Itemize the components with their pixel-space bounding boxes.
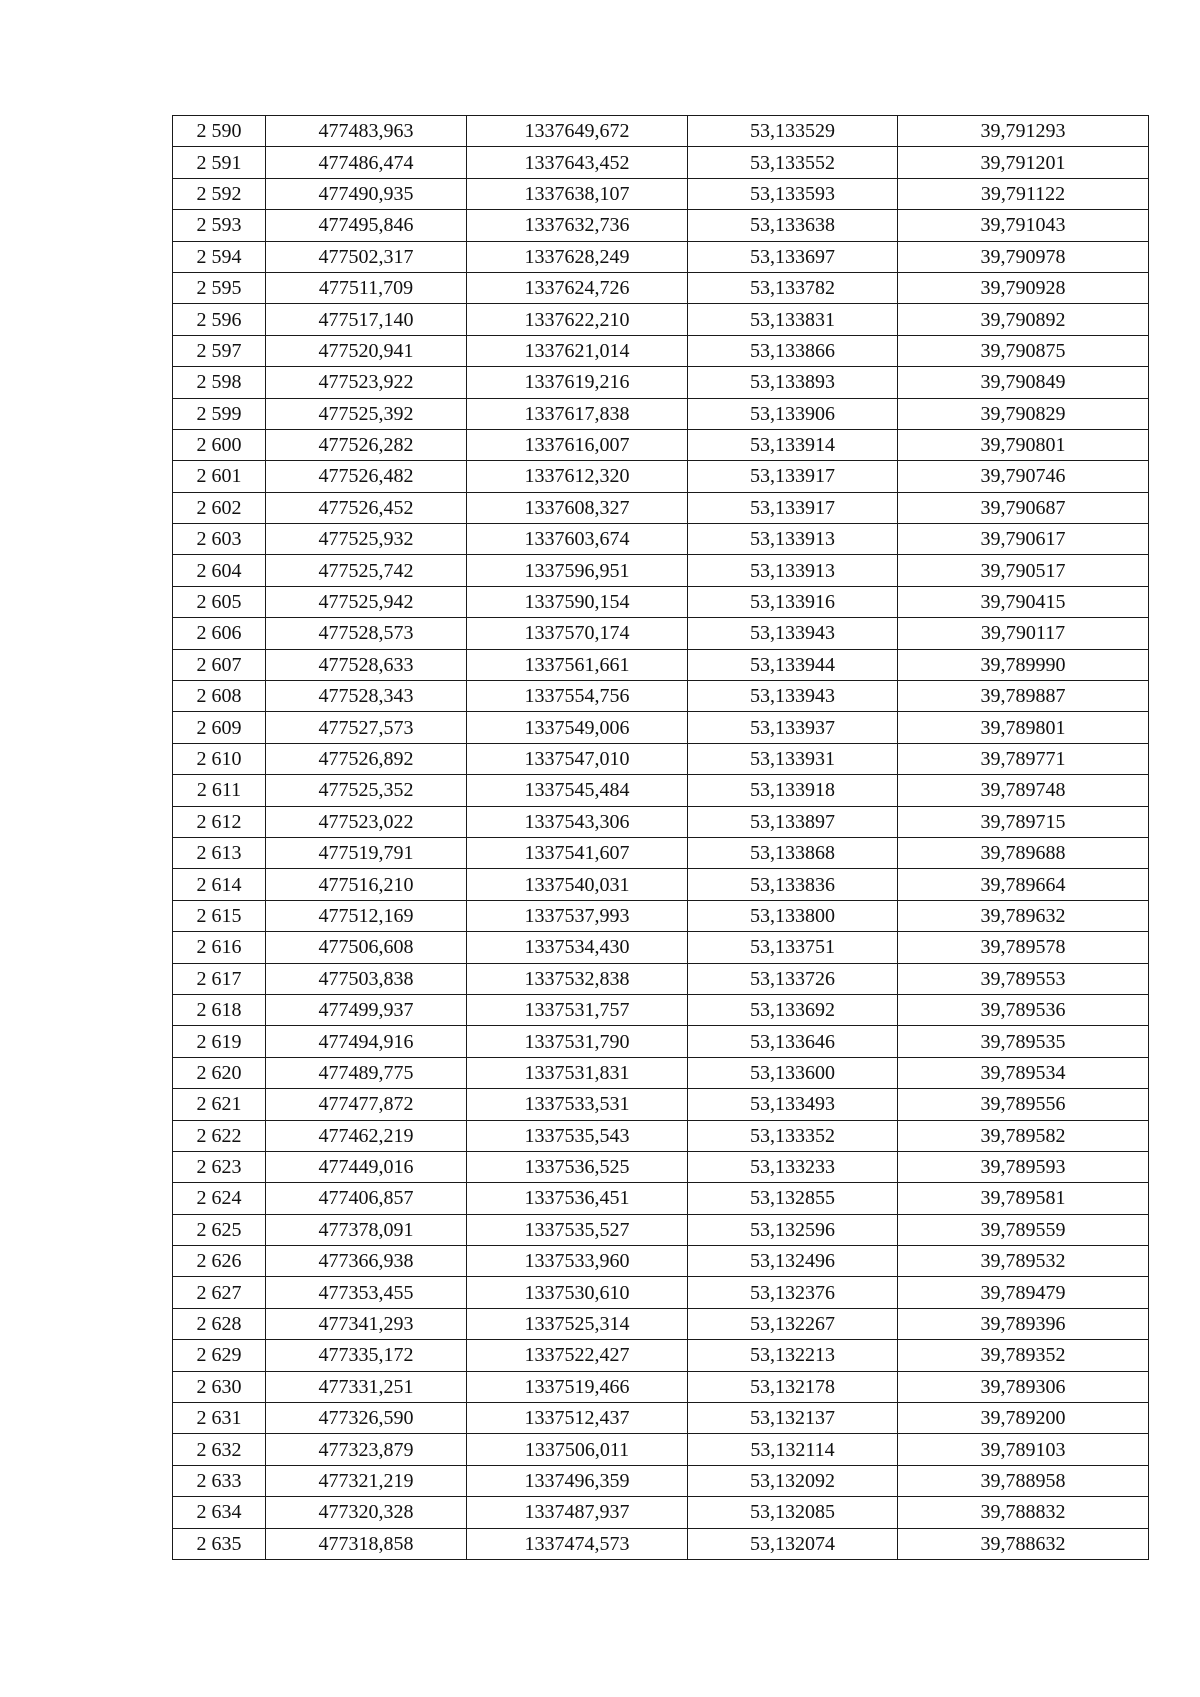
latitude-cell: 53,133893 — [688, 367, 898, 398]
point-number-cell: 2 594 — [173, 241, 266, 272]
x-coordinate-cell: 477490,935 — [266, 178, 467, 209]
longitude-cell: 39,790746 — [898, 461, 1149, 492]
latitude-cell: 53,133913 — [688, 555, 898, 586]
x-coordinate-cell: 477449,016 — [266, 1151, 467, 1182]
latitude-cell: 53,133646 — [688, 1026, 898, 1057]
longitude-cell: 39,790617 — [898, 524, 1149, 555]
latitude-cell: 53,133913 — [688, 524, 898, 555]
x-coordinate-cell: 477516,210 — [266, 869, 467, 900]
table-row — [173, 837, 1149, 868]
table-row — [173, 618, 1149, 649]
x-coordinate-cell: 477462,219 — [266, 1120, 467, 1151]
y-coordinate-cell: 1337619,216 — [467, 367, 688, 398]
y-coordinate-cell: 1337547,010 — [467, 743, 688, 774]
longitude-cell: 39,789536 — [898, 994, 1149, 1025]
latitude-cell: 53,132213 — [688, 1340, 898, 1371]
longitude-cell: 39,790892 — [898, 304, 1149, 335]
latitude-cell: 53,133552 — [688, 147, 898, 178]
table-row — [173, 1183, 1149, 1214]
latitude-cell: 53,133726 — [688, 963, 898, 994]
x-coordinate-cell: 477331,251 — [266, 1371, 467, 1402]
latitude-cell: 53,133800 — [688, 900, 898, 931]
point-number-cell: 2 612 — [173, 806, 266, 837]
x-coordinate-cell: 477528,573 — [266, 618, 467, 649]
y-coordinate-cell: 1337649,672 — [467, 116, 688, 147]
x-coordinate-cell: 477341,293 — [266, 1308, 467, 1339]
table-row — [173, 1277, 1149, 1308]
longitude-cell: 39,789715 — [898, 806, 1149, 837]
x-coordinate-cell: 477499,937 — [266, 994, 467, 1025]
table-row — [173, 1371, 1149, 1402]
x-coordinate-cell: 477483,963 — [266, 116, 467, 147]
y-coordinate-cell: 1337536,525 — [467, 1151, 688, 1182]
x-coordinate-cell: 477323,879 — [266, 1434, 467, 1465]
y-coordinate-cell: 1337624,726 — [467, 272, 688, 303]
point-number-cell: 2 595 — [173, 272, 266, 303]
longitude-cell: 39,791122 — [898, 178, 1149, 209]
latitude-cell: 53,132074 — [688, 1528, 898, 1559]
point-number-cell: 2 593 — [173, 210, 266, 241]
y-coordinate-cell: 1337543,306 — [467, 806, 688, 837]
point-number-cell: 2 626 — [173, 1246, 266, 1277]
x-coordinate-cell: 477511,709 — [266, 272, 467, 303]
table-row — [173, 1214, 1149, 1245]
latitude-cell: 53,133943 — [688, 681, 898, 712]
y-coordinate-cell: 1337621,014 — [467, 335, 688, 366]
table-row — [173, 963, 1149, 994]
point-number-cell: 2 614 — [173, 869, 266, 900]
y-coordinate-cell: 1337540,031 — [467, 869, 688, 900]
latitude-cell: 53,132137 — [688, 1403, 898, 1434]
latitude-cell: 53,133916 — [688, 586, 898, 617]
table-row — [173, 994, 1149, 1025]
longitude-cell: 39,789748 — [898, 775, 1149, 806]
point-number-cell: 2 591 — [173, 147, 266, 178]
table-row — [173, 147, 1149, 178]
point-number-cell: 2 635 — [173, 1528, 266, 1559]
longitude-cell: 39,791293 — [898, 116, 1149, 147]
y-coordinate-cell: 1337535,527 — [467, 1214, 688, 1245]
y-coordinate-cell: 1337534,430 — [467, 932, 688, 963]
table-row — [173, 1465, 1149, 1496]
table-row — [173, 900, 1149, 931]
point-number-cell: 2 608 — [173, 681, 266, 712]
table-row — [173, 712, 1149, 743]
y-coordinate-cell: 1337603,674 — [467, 524, 688, 555]
longitude-cell: 39,789593 — [898, 1151, 1149, 1182]
table-row — [173, 367, 1149, 398]
x-coordinate-cell: 477528,633 — [266, 649, 467, 680]
point-number-cell: 2 622 — [173, 1120, 266, 1151]
point-number-cell: 2 599 — [173, 398, 266, 429]
y-coordinate-cell: 1337525,314 — [467, 1308, 688, 1339]
y-coordinate-cell: 1337638,107 — [467, 178, 688, 209]
x-coordinate-cell: 477525,742 — [266, 555, 467, 586]
x-coordinate-cell: 477525,932 — [266, 524, 467, 555]
point-number-cell: 2 627 — [173, 1277, 266, 1308]
table-row — [173, 1403, 1149, 1434]
longitude-cell: 39,789578 — [898, 932, 1149, 963]
table-row — [173, 116, 1149, 147]
x-coordinate-cell: 477318,858 — [266, 1528, 467, 1559]
table-row — [173, 178, 1149, 209]
x-coordinate-cell: 477519,791 — [266, 837, 467, 868]
table-row — [173, 210, 1149, 241]
point-number-cell: 2 597 — [173, 335, 266, 366]
longitude-cell: 39,790875 — [898, 335, 1149, 366]
table-row — [173, 1151, 1149, 1182]
longitude-cell: 39,789396 — [898, 1308, 1149, 1339]
y-coordinate-cell: 1337628,249 — [467, 241, 688, 272]
longitude-cell: 39,788832 — [898, 1497, 1149, 1528]
longitude-cell: 39,789771 — [898, 743, 1149, 774]
y-coordinate-cell: 1337532,838 — [467, 963, 688, 994]
longitude-cell: 39,790117 — [898, 618, 1149, 649]
x-coordinate-cell: 477517,140 — [266, 304, 467, 335]
point-number-cell: 2 633 — [173, 1465, 266, 1496]
latitude-cell: 53,133782 — [688, 272, 898, 303]
table-row — [173, 1497, 1149, 1528]
longitude-cell: 39,791043 — [898, 210, 1149, 241]
table-row — [173, 1120, 1149, 1151]
point-number-cell: 2 629 — [173, 1340, 266, 1371]
x-coordinate-cell: 477526,482 — [266, 461, 467, 492]
x-coordinate-cell: 477495,846 — [266, 210, 467, 241]
point-number-cell: 2 618 — [173, 994, 266, 1025]
x-coordinate-cell: 477526,282 — [266, 429, 467, 460]
latitude-cell: 53,133233 — [688, 1151, 898, 1182]
x-coordinate-cell: 477326,590 — [266, 1403, 467, 1434]
point-number-cell: 2 590 — [173, 116, 266, 147]
latitude-cell: 53,133600 — [688, 1057, 898, 1088]
y-coordinate-cell: 1337512,437 — [467, 1403, 688, 1434]
latitude-cell: 53,133943 — [688, 618, 898, 649]
table-row — [173, 524, 1149, 555]
x-coordinate-cell: 477528,343 — [266, 681, 467, 712]
latitude-cell: 53,133529 — [688, 116, 898, 147]
latitude-cell: 53,133917 — [688, 461, 898, 492]
x-coordinate-cell: 477503,838 — [266, 963, 467, 994]
point-number-cell: 2 602 — [173, 492, 266, 523]
x-coordinate-cell: 477486,474 — [266, 147, 467, 178]
latitude-cell: 53,133836 — [688, 869, 898, 900]
latitude-cell: 53,133593 — [688, 178, 898, 209]
y-coordinate-cell: 1337616,007 — [467, 429, 688, 460]
point-number-cell: 2 611 — [173, 775, 266, 806]
y-coordinate-cell: 1337561,661 — [467, 649, 688, 680]
table-row — [173, 743, 1149, 774]
point-number-cell: 2 625 — [173, 1214, 266, 1245]
y-coordinate-cell: 1337617,838 — [467, 398, 688, 429]
latitude-cell: 53,132092 — [688, 1465, 898, 1496]
longitude-cell: 39,791201 — [898, 147, 1149, 178]
longitude-cell: 39,790928 — [898, 272, 1149, 303]
x-coordinate-cell: 477353,455 — [266, 1277, 467, 1308]
point-number-cell: 2 623 — [173, 1151, 266, 1182]
y-coordinate-cell: 1337608,327 — [467, 492, 688, 523]
y-coordinate-cell: 1337643,452 — [467, 147, 688, 178]
point-number-cell: 2 624 — [173, 1183, 266, 1214]
longitude-cell: 39,790801 — [898, 429, 1149, 460]
y-coordinate-cell: 1337537,993 — [467, 900, 688, 931]
longitude-cell: 39,789532 — [898, 1246, 1149, 1277]
coordinates-table — [172, 115, 1149, 1560]
table-row — [173, 1528, 1149, 1559]
y-coordinate-cell: 1337533,531 — [467, 1089, 688, 1120]
latitude-cell: 53,133831 — [688, 304, 898, 335]
y-coordinate-cell: 1337612,320 — [467, 461, 688, 492]
latitude-cell: 53,132267 — [688, 1308, 898, 1339]
longitude-cell: 39,790978 — [898, 241, 1149, 272]
table-row — [173, 1057, 1149, 1088]
y-coordinate-cell: 1337536,451 — [467, 1183, 688, 1214]
y-coordinate-cell: 1337531,790 — [467, 1026, 688, 1057]
point-number-cell: 2 632 — [173, 1434, 266, 1465]
y-coordinate-cell: 1337519,466 — [467, 1371, 688, 1402]
y-coordinate-cell: 1337474,573 — [467, 1528, 688, 1559]
y-coordinate-cell: 1337487,937 — [467, 1497, 688, 1528]
latitude-cell: 53,133944 — [688, 649, 898, 680]
table-row — [173, 932, 1149, 963]
longitude-cell: 39,789632 — [898, 900, 1149, 931]
y-coordinate-cell: 1337522,427 — [467, 1340, 688, 1371]
table-row — [173, 1246, 1149, 1277]
table-row — [173, 335, 1149, 366]
y-coordinate-cell: 1337632,736 — [467, 210, 688, 241]
point-number-cell: 2 603 — [173, 524, 266, 555]
point-number-cell: 2 605 — [173, 586, 266, 617]
y-coordinate-cell: 1337530,610 — [467, 1277, 688, 1308]
latitude-cell: 53,133697 — [688, 241, 898, 272]
longitude-cell: 39,790517 — [898, 555, 1149, 586]
table-row — [173, 1340, 1149, 1371]
latitude-cell: 53,133918 — [688, 775, 898, 806]
longitude-cell: 39,789990 — [898, 649, 1149, 680]
x-coordinate-cell: 477523,922 — [266, 367, 467, 398]
longitude-cell: 39,789553 — [898, 963, 1149, 994]
point-number-cell: 2 592 — [173, 178, 266, 209]
longitude-cell: 39,789887 — [898, 681, 1149, 712]
y-coordinate-cell: 1337596,951 — [467, 555, 688, 586]
point-number-cell: 2 596 — [173, 304, 266, 335]
table-row — [173, 1434, 1149, 1465]
point-number-cell: 2 607 — [173, 649, 266, 680]
x-coordinate-cell: 477489,775 — [266, 1057, 467, 1088]
table-row — [173, 681, 1149, 712]
longitude-cell: 39,789688 — [898, 837, 1149, 868]
x-coordinate-cell: 477527,573 — [266, 712, 467, 743]
table-row — [173, 241, 1149, 272]
y-coordinate-cell: 1337535,543 — [467, 1120, 688, 1151]
table-row — [173, 429, 1149, 460]
point-number-cell: 2 621 — [173, 1089, 266, 1120]
x-coordinate-cell: 477494,916 — [266, 1026, 467, 1057]
longitude-cell: 39,789534 — [898, 1057, 1149, 1088]
longitude-cell: 39,789556 — [898, 1089, 1149, 1120]
longitude-cell: 39,790415 — [898, 586, 1149, 617]
table-row — [173, 775, 1149, 806]
longitude-cell: 39,789801 — [898, 712, 1149, 743]
latitude-cell: 53,132085 — [688, 1497, 898, 1528]
table-row — [173, 272, 1149, 303]
table-row — [173, 1089, 1149, 1120]
x-coordinate-cell: 477525,352 — [266, 775, 467, 806]
latitude-cell: 53,133897 — [688, 806, 898, 837]
x-coordinate-cell: 477526,892 — [266, 743, 467, 774]
y-coordinate-cell: 1337570,174 — [467, 618, 688, 649]
longitude-cell: 39,789306 — [898, 1371, 1149, 1402]
latitude-cell: 53,133914 — [688, 429, 898, 460]
x-coordinate-cell: 477523,022 — [266, 806, 467, 837]
latitude-cell: 53,133937 — [688, 712, 898, 743]
y-coordinate-cell: 1337590,154 — [467, 586, 688, 617]
x-coordinate-cell: 477406,857 — [266, 1183, 467, 1214]
table-row — [173, 304, 1149, 335]
table-row — [173, 649, 1149, 680]
latitude-cell: 53,132855 — [688, 1183, 898, 1214]
y-coordinate-cell: 1337506,011 — [467, 1434, 688, 1465]
latitude-cell: 53,133931 — [688, 743, 898, 774]
longitude-cell: 39,789559 — [898, 1214, 1149, 1245]
latitude-cell: 53,133493 — [688, 1089, 898, 1120]
latitude-cell: 53,133868 — [688, 837, 898, 868]
table-row — [173, 555, 1149, 586]
longitude-cell: 39,790829 — [898, 398, 1149, 429]
x-coordinate-cell: 477335,172 — [266, 1340, 467, 1371]
y-coordinate-cell: 1337496,359 — [467, 1465, 688, 1496]
x-coordinate-cell: 477477,872 — [266, 1089, 467, 1120]
latitude-cell: 53,133751 — [688, 932, 898, 963]
y-coordinate-cell: 1337531,757 — [467, 994, 688, 1025]
longitude-cell: 39,790687 — [898, 492, 1149, 523]
x-coordinate-cell: 477512,169 — [266, 900, 467, 931]
table-row — [173, 586, 1149, 617]
point-number-cell: 2 619 — [173, 1026, 266, 1057]
coordinates-table-body — [173, 116, 1149, 1560]
point-number-cell: 2 604 — [173, 555, 266, 586]
longitude-cell: 39,789582 — [898, 1120, 1149, 1151]
point-number-cell: 2 634 — [173, 1497, 266, 1528]
x-coordinate-cell: 477321,219 — [266, 1465, 467, 1496]
x-coordinate-cell: 477525,942 — [266, 586, 467, 617]
y-coordinate-cell: 1337541,607 — [467, 837, 688, 868]
table-row — [173, 806, 1149, 837]
longitude-cell: 39,790849 — [898, 367, 1149, 398]
longitude-cell: 39,789664 — [898, 869, 1149, 900]
x-coordinate-cell: 477320,328 — [266, 1497, 467, 1528]
x-coordinate-cell: 477502,317 — [266, 241, 467, 272]
latitude-cell: 53,133638 — [688, 210, 898, 241]
y-coordinate-cell: 1337622,210 — [467, 304, 688, 335]
point-number-cell: 2 609 — [173, 712, 266, 743]
x-coordinate-cell: 477366,938 — [266, 1246, 467, 1277]
point-number-cell: 2 616 — [173, 932, 266, 963]
y-coordinate-cell: 1337549,006 — [467, 712, 688, 743]
point-number-cell: 2 601 — [173, 461, 266, 492]
latitude-cell: 53,133866 — [688, 335, 898, 366]
longitude-cell: 39,789200 — [898, 1403, 1149, 1434]
latitude-cell: 53,132596 — [688, 1214, 898, 1245]
point-number-cell: 2 617 — [173, 963, 266, 994]
longitude-cell: 39,789535 — [898, 1026, 1149, 1057]
point-number-cell: 2 628 — [173, 1308, 266, 1339]
x-coordinate-cell: 477520,941 — [266, 335, 467, 366]
x-coordinate-cell: 477506,608 — [266, 932, 467, 963]
y-coordinate-cell: 1337533,960 — [467, 1246, 688, 1277]
point-number-cell: 2 631 — [173, 1403, 266, 1434]
table-row — [173, 461, 1149, 492]
x-coordinate-cell: 477526,452 — [266, 492, 467, 523]
longitude-cell: 39,788958 — [898, 1465, 1149, 1496]
longitude-cell: 39,789103 — [898, 1434, 1149, 1465]
latitude-cell: 53,133352 — [688, 1120, 898, 1151]
longitude-cell: 39,789581 — [898, 1183, 1149, 1214]
latitude-cell: 53,133917 — [688, 492, 898, 523]
point-number-cell: 2 610 — [173, 743, 266, 774]
x-coordinate-cell: 477525,392 — [266, 398, 467, 429]
point-number-cell: 2 630 — [173, 1371, 266, 1402]
table-row — [173, 492, 1149, 523]
table-row — [173, 398, 1149, 429]
latitude-cell: 53,132376 — [688, 1277, 898, 1308]
table-row — [173, 1026, 1149, 1057]
table-row — [173, 869, 1149, 900]
x-coordinate-cell: 477378,091 — [266, 1214, 467, 1245]
point-number-cell: 2 620 — [173, 1057, 266, 1088]
point-number-cell: 2 613 — [173, 837, 266, 868]
table-row — [173, 1308, 1149, 1339]
y-coordinate-cell: 1337545,484 — [467, 775, 688, 806]
latitude-cell: 53,132178 — [688, 1371, 898, 1402]
point-number-cell: 2 606 — [173, 618, 266, 649]
longitude-cell: 39,789479 — [898, 1277, 1149, 1308]
latitude-cell: 53,132114 — [688, 1434, 898, 1465]
longitude-cell: 39,789352 — [898, 1340, 1149, 1371]
longitude-cell: 39,788632 — [898, 1528, 1149, 1559]
latitude-cell: 53,132496 — [688, 1246, 898, 1277]
latitude-cell: 53,133906 — [688, 398, 898, 429]
y-coordinate-cell: 1337531,831 — [467, 1057, 688, 1088]
latitude-cell: 53,133692 — [688, 994, 898, 1025]
point-number-cell: 2 598 — [173, 367, 266, 398]
point-number-cell: 2 615 — [173, 900, 266, 931]
y-coordinate-cell: 1337554,756 — [467, 681, 688, 712]
point-number-cell: 2 600 — [173, 429, 266, 460]
